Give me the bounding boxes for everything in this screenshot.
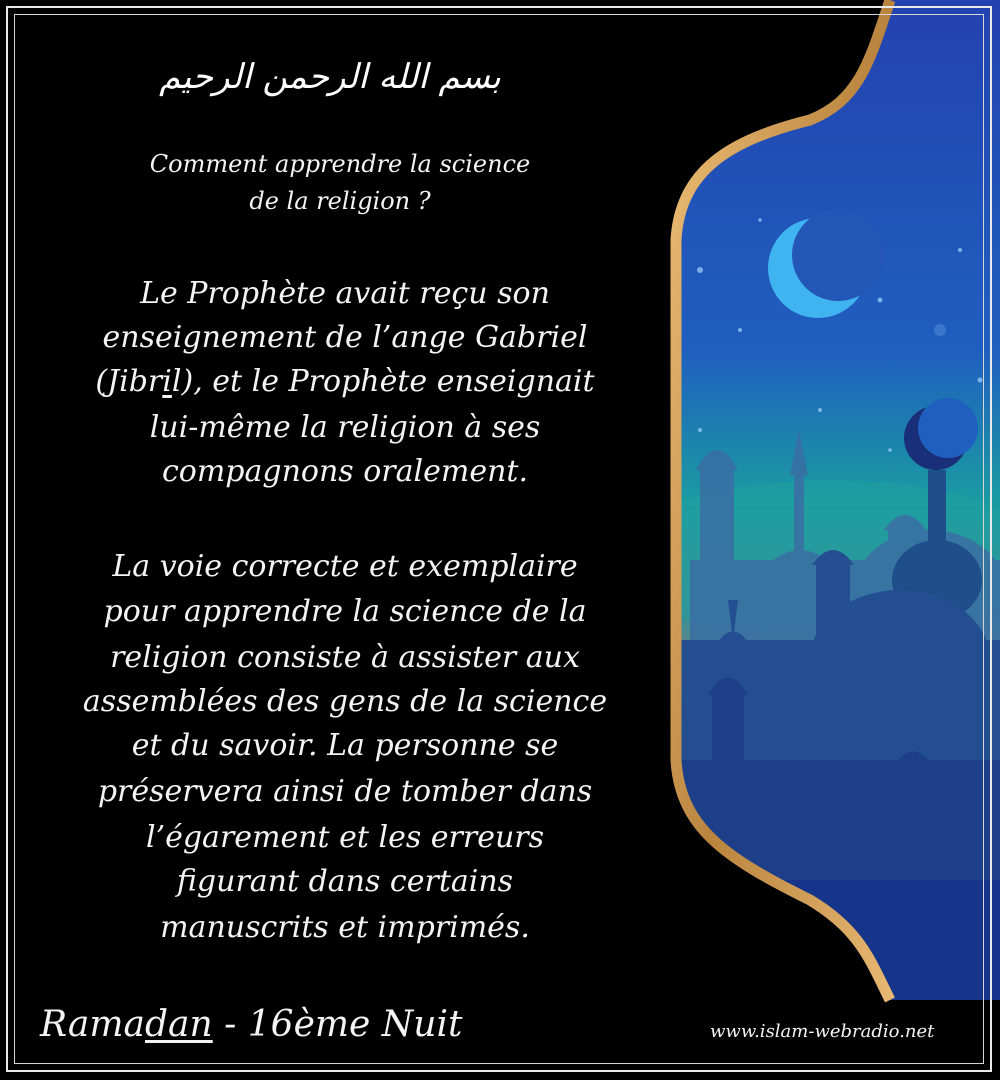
title-line-1: Comment apprendre la science (149, 150, 531, 178)
para2-line-7: l’égarement et les erreurs (145, 820, 545, 855)
para2-line-9: manuscrits et imprimés. (160, 910, 530, 945)
para1-line-1: Le Prophète avait reçu son (140, 276, 550, 311)
para2-line-5: et du savoir. La personne se (131, 728, 559, 763)
para1-line-3: (Jibril), et le Prophète enseignait (95, 364, 595, 399)
ramadan-night-label: Ramadan - 16ème Nuit (40, 1004, 463, 1045)
para2-line-8: figurant dans certains (176, 864, 514, 899)
para1-line-4: lui-même la religion à ses (149, 410, 541, 445)
para2-line-1: La voie correcte et exemplaire (112, 549, 578, 584)
website-link[interactable]: www.islam-webradio.net (710, 1021, 935, 1042)
para2-line-6: préservera ainsi de tomber dans (97, 774, 593, 809)
title-line-2: de la religion ? (249, 187, 431, 215)
basmala-calligraphy (159, 40, 501, 110)
para2-line-2: pour apprendre la science de la (103, 594, 587, 629)
para1-line-5: compagnons oralement. (162, 454, 528, 489)
svg-text:بسم الله الرحمن الرحيم: بسم الله الرحمن الرحيم (159, 57, 501, 97)
para2-line-3: religion consiste à assister aux (110, 640, 580, 675)
para2-line-4: assemblées des gens de la science (82, 684, 608, 719)
para1-line-2: enseignement de l’ange Gabriel (102, 320, 588, 355)
